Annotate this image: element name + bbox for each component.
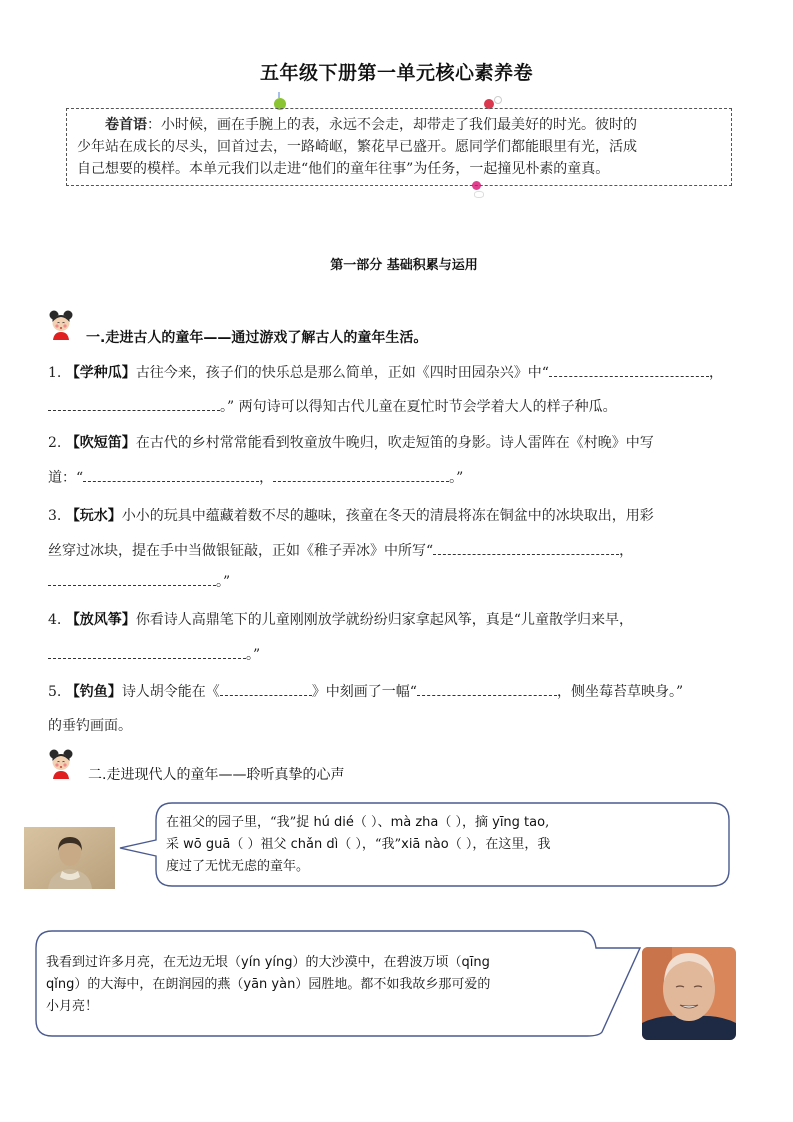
answer-blank[interactable] bbox=[48, 645, 246, 659]
girl-icon bbox=[48, 748, 74, 784]
question-5-line-1: 5. 【钓鱼】诗人胡令能在《 》中刻画了一幅“ ，侧坐莓苔草映身。” bbox=[48, 684, 684, 700]
bubble-1-line-3: 度过了无忧无虑的童年。 bbox=[166, 859, 310, 874]
question-1-line-2: 。” 两句诗可以得知古代儿童在夏忙时节会学着大人的样子种瓜。 bbox=[48, 397, 754, 417]
bubble-1-line-2: 采 wō guā（ ）祖父 chǎn dì（ ），“我”xiā nào（ ），在这里，我 bbox=[166, 837, 551, 852]
question-1-line-1: 1. 【学种瓜】古往今来，孩子们的快乐总是那么简单，正如《四时田园杂兴》中“ ， bbox=[48, 365, 723, 381]
question-4-tag: 【放风筝】 bbox=[65, 612, 136, 628]
preface-label: 卷首语 bbox=[105, 117, 147, 133]
question-2-line-2: 道：“ ， 。” bbox=[48, 470, 464, 486]
document-title: 五年级下册第一单元核心素养卷 bbox=[259, 62, 533, 84]
question-5-line-2: 的垂钓画面。 bbox=[48, 718, 132, 734]
elder-portrait-photo bbox=[642, 947, 736, 1040]
bubble-decoration-icon bbox=[494, 96, 502, 104]
question-3-line-2: 丝穿过冰块，提在手中当做银钲敲，正如《稚子弄冰》中所写“ ， bbox=[48, 543, 634, 559]
question-3-tag: 【玩水】 bbox=[65, 508, 122, 524]
question-2-line-1: 2. 【吹短笛】在古代的乡村常常能看到牧童放牛晚归，吹走短笛的身影。诗人雷阵在《村晚》中写 bbox=[48, 435, 654, 451]
preface-line-2: 少年站在成长的尽头，回首过去，一路崎岖，繁花早已盛开。愿同学们都能眼里有光，活成 bbox=[77, 139, 637, 155]
bubble-2-line-3: 小月亮！ bbox=[46, 999, 99, 1014]
question-3-line-1: 3. 【玩水】小小的玩具中蕴藏着数不尽的趣味，孩童在冬天的清晨将冻在铜盆中的冰块取出，用彩 bbox=[48, 508, 654, 524]
part-title: 第一部分 基础积累与运用 bbox=[330, 258, 478, 273]
answer-blank[interactable] bbox=[83, 468, 259, 482]
answer-blank[interactable] bbox=[549, 363, 709, 377]
answer-blank[interactable] bbox=[273, 468, 449, 482]
speech-bubble-2 bbox=[46, 952, 586, 1018]
question-2-tag: 【吹短笛】 bbox=[65, 435, 136, 451]
preface-box bbox=[66, 108, 732, 186]
section-1-heading: 一.走进古人的童年——通过游戏了解古人的童年生活。 bbox=[86, 330, 428, 346]
question-4-line-1: 4. 【放风筝】你看诗人高鼎笔下的儿童刚刚放学就纷纷归家拿起风筝，真是“儿童散学归来早， bbox=[48, 612, 633, 628]
speech-bubble-1 bbox=[166, 812, 726, 878]
child-portrait-photo bbox=[24, 827, 115, 889]
girl-icon bbox=[48, 309, 74, 345]
bubble-decoration-icon bbox=[474, 191, 484, 198]
answer-blank[interactable] bbox=[433, 541, 619, 555]
bubble-2-line-1: 我看到过许多月亮，在无边无垠（yín yíng）的大沙漠中，在碧波万顷（qīng bbox=[46, 955, 490, 970]
bubble-2-line-2: qǐng）的大海中，在朗润园的燕（yān yàn）园胜地。都不如我故乡那可爱的 bbox=[46, 977, 491, 992]
answer-blank[interactable] bbox=[417, 682, 557, 696]
answer-blank[interactable] bbox=[48, 397, 220, 411]
question-3-line-3: 。” bbox=[48, 572, 754, 592]
question-1-tag: 【学种瓜】 bbox=[65, 365, 136, 381]
answer-blank[interactable] bbox=[48, 572, 216, 586]
preface-line-3: 自己想要的模样。本单元我们以走进“他们的童年往事”为任务，一起撞见朴素的童真。 bbox=[77, 161, 610, 177]
bubble-1-line-1: 在祖父的园子里，“我”捉 hú dié（ ）、mà zha（ ），摘 yīng tao, bbox=[166, 815, 550, 830]
section-2-heading: 二.走进现代人的童年——聆听真挚的心声 bbox=[88, 767, 345, 783]
question-4-line-2: 。” bbox=[48, 645, 754, 665]
preface-line-1: 卷首语：小时候，画在手腕上的表，永远不会走，却带走了我们最美好的时光。彼时的 bbox=[105, 117, 637, 133]
question-5-tag: 【钓鱼】 bbox=[65, 684, 122, 700]
answer-blank[interactable] bbox=[220, 682, 312, 696]
